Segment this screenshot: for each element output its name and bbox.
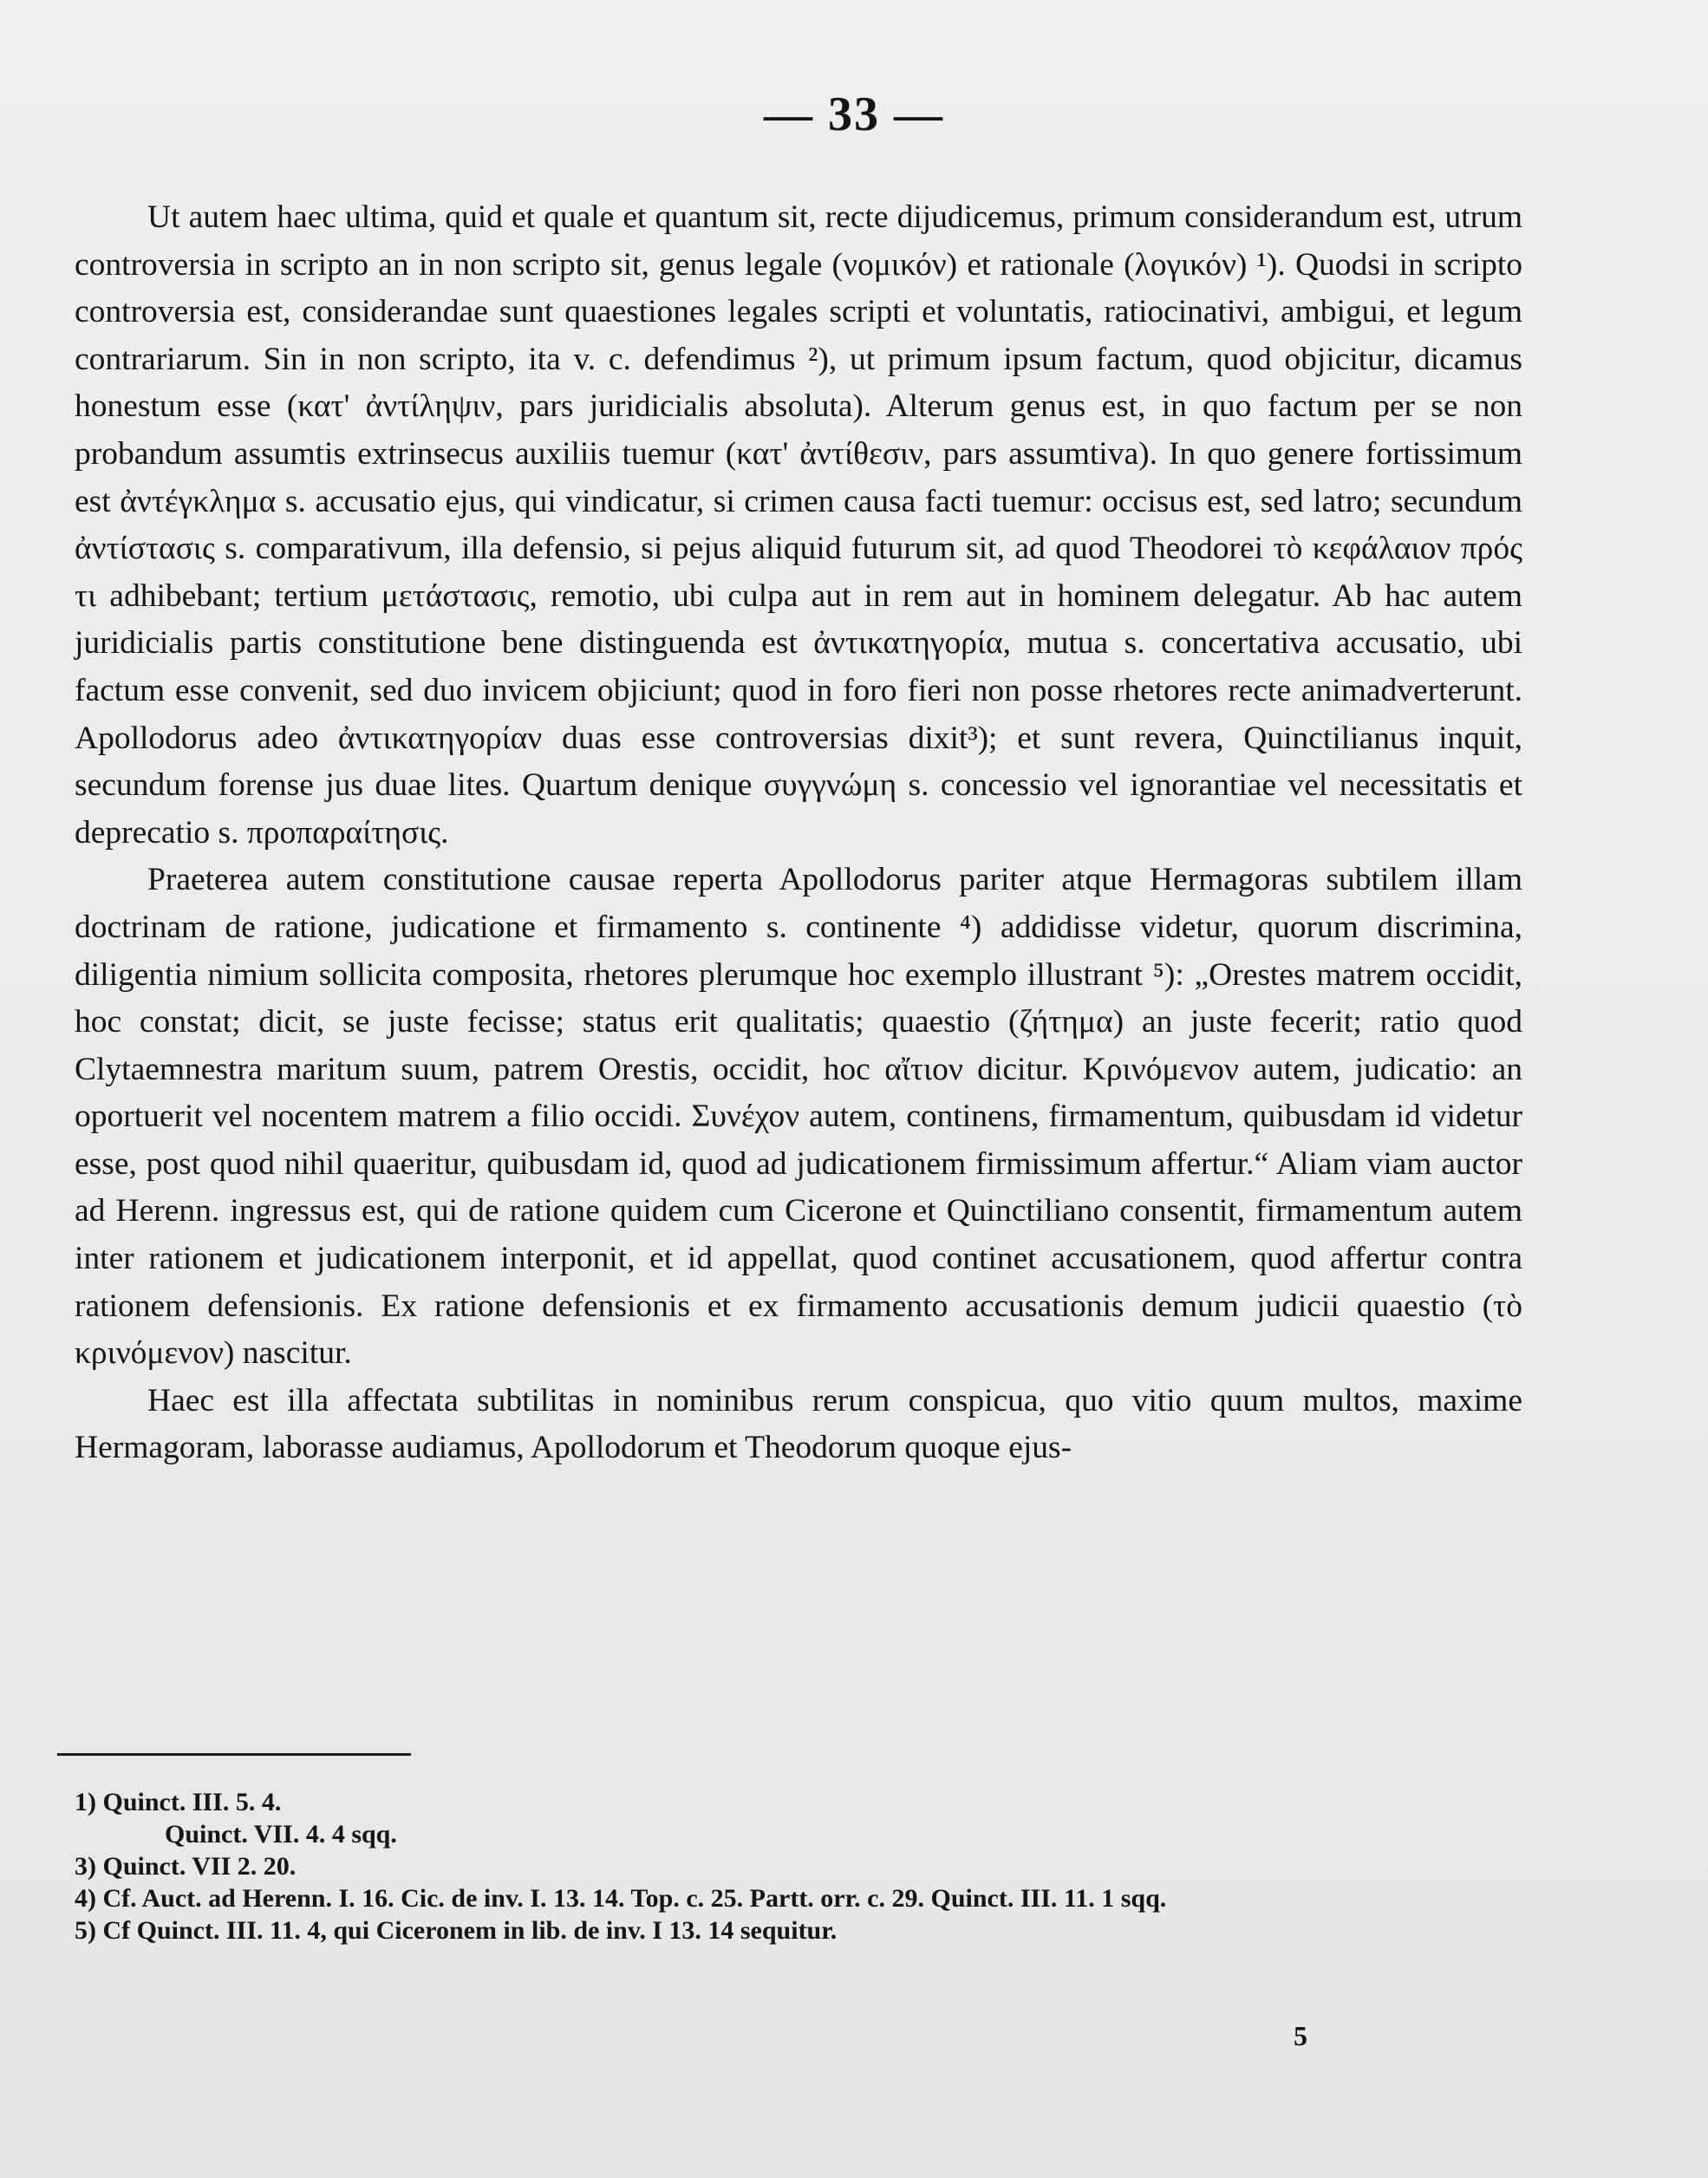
footnote-2: Quinct. VII. 4. 4 sqq.	[165, 1820, 397, 1849]
page-number: — 33 —	[764, 88, 944, 141]
footnotes	[75, 1786, 1514, 1947]
paragraph-1: Ut autem haec ultima, quid et quale et quantum sit, recte dijudicemus, primum considerandum est, utrum controversia in scripto an in non scripto sit, genus legale (νομικόν) et rationale (λογικόν) ¹). Quodsi in scripto controversia est, considerandae sunt quaestiones legales scripti et voluntatis, ratiocinativi, ambigui, et legum contrariarum. Sin in non scripto, ita v. c. defendimus ²), ut primum ipsum factum, quod objicitur, dicamus honestum esse (κατ' ἀντίληψιν, pars juridicialis absoluta). Alterum genus est, in quo factum per se non probandum assumtis extrinsecus auxiliis tuemur (κατ' ἀντίθεσιν, pars assumtiva). In quo genere fortissimum est ἀντέγκλημα s. accusatio ejus, qui vindicatur, si crimen causa facti tuemur: occisus est, sed latro; secundum ἀντίστασις s. comparativum, illa defensio, si pejus aliquid futurum sit, ad quod Theodorei τὸ κεφάλαιον πρός τι adhibebant; tertium μετάστασις, remotio, ubi culpa aut in rem aut in hominem delegatur. Ab hac autem juridicialis partis constitutione bene distinguenda est ἀντικατηγορία, mutua s. concertativa accusatio, ubi factum esse convenit, sed duo invicem objiciunt; quod in foro fieri non posse rhetores recte animadverterunt. Apollodorus adeo ἀντικατηγορίαν duas esse controversias dixit³); et sunt revera, Quinctilianus inquit, secundum forense jus duae lites. Quartum denique συγγνώμη s. concessio vel ignorantiae vel necessitatis et deprecatio s. προπαραίτησις.	[75, 199, 1522, 851]
footnote-1: 1) Quinct. III. 5. 4.	[75, 1788, 282, 1816]
footnote-5: 5) Cf Quinct. III. 11. 4, qui Ciceronem in lib. de inv. I 13. 14 sequitur.	[75, 1916, 838, 1945]
paragraph-2: Praeterea autem constitutione causae reperta Apollodorus pariter atque Hermagoras subtilem illam doctrinam de ratione, judicatione et firmamento s. continente ⁴) addidisse videtur, quorum discrimina, diligentia nimium sollicita composita, rhetores plerumque hoc exemplo illustrant ⁵): „Orestes matrem occidit, hoc constat; dicit, se juste fecisse; status erit qualitatis; quaestio (ζήτημα) an juste fecerit; ratio quod Clytaemnestra maritum suum, patrem Orestis, occidit, hoc αἴτιον dicitur. Κρινόμενον autem, judicatio: an oportuerit vel nocentem matrem a filio occidi. Συνέχον autem, continens, firmamentum, quibusdam id videtur esse, post quod nihil quaeritur, quibusdam id, quod ad judicationem firmissimum affertur.“ Aliam viam auctor ad Herenn. ingressus est, qui de ratione quidem cum Cicerone et Quinctiliano consentit, firmamentum autem inter rationem et judicationem interponit, et id appellat, quod continet accusationem, quod affertur contra rationem defensionis. Ex ratione defensionis et ex firmamento accusationis demum judicii quaestio (τὸ κρινόμενον) nascitur.	[75, 862, 1522, 1372]
footnote-separator-rule	[57, 1753, 411, 1756]
footnote-4: 4) Cf. Auct. ad Herenn. I. 16. Cic. de inv. I. 13. 14. Top. c. 25. Partt. orr. c. 29. Quinct. III. 11. 1 sqq.	[75, 1884, 1167, 1913]
paragraph-3: Haec est illa affectata subtilitas in nominibus rerum conspicua, quo vitio quum multos, maxime Hermagoram, laborasse audiamus, Apollodorum et Theodorum quoque ejus-	[75, 1382, 1522, 1466]
main-text	[75, 194, 1522, 1472]
footnote-3: 3) Quinct. VII 2. 20.	[75, 1852, 297, 1881]
signature-mark: 5	[1294, 2020, 1307, 2051]
